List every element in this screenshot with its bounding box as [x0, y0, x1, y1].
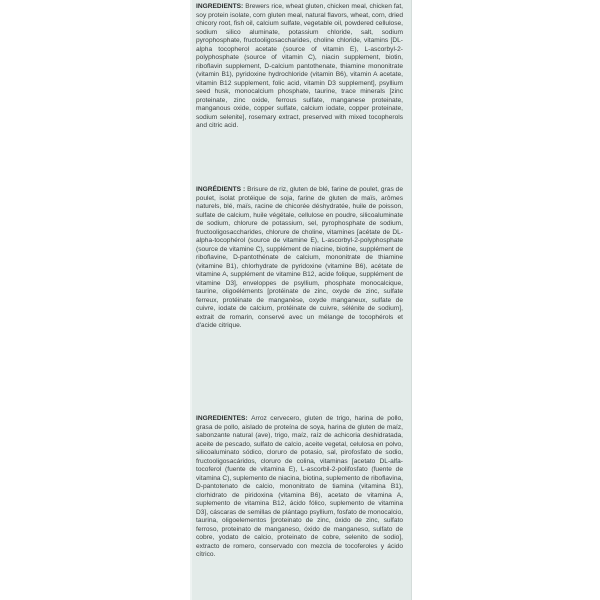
ingredients-french-text: Brisure de riz, gluten de blé, farine de poulet, gras de poulet, isolat protéique de soja, farine de gluten de maïs, arômes naturels, blé, maïs, racine de chicorée déshydratée, huile de poisson, sulfate de calcium, huile végétale, cellulose en poudre, silicoaluminate de sodium, chlorure de potassium, sel, pyrophosphate de sodium, fructooligosaccharides, chlorure de choline, vitamines [acétate de DL-alpha-tocophérol (source de vitamine E), L-ascorbyl-2-polyphosphate (source de vitamine C), supplément de niacine, biotine, supplément de riboflavine, D-pantothénate de calcium, mononitrate de thiamine (vitamine B1), chlorhydrate de pyridoxine (vitamine B6), acétate de vitamine A, supplément de vitamine B12, acide folique, supplément de vitamine D3], enveloppes de psyllium, phosphate monocalcique, taurine, oligoéléments [protéinate de zinc, oxyde de zinc, sulfate ferreux, protéinate de manganèse, oxyde manganeux, sulfate de cuivre, iodate de calcium, protéinate de cuivre, sélénite de sodium], extrait de romarin, conservé avec un mélange de tocophérols et d'acide citrique.: [196, 186, 403, 329]
ingredients-french: [196, 186, 403, 331]
ingredients-english-heading: INGREDIENTS:: [196, 3, 246, 10]
ingredients-spanish-heading: INGREDIENTES:: [196, 415, 252, 422]
ingredients-english: [196, 3, 403, 131]
ingredients-spanish: [196, 415, 403, 560]
ingredients-french-heading: INGRÉDIENTS :: [196, 186, 248, 193]
ingredients-english-text: Brewers rice, wheat gluten, chicken meal, chicken fat, soy protein isolate, corn gluten meal, natural flavors, wheat, corn, dried chicory root, fish oil, calcium sulfate, vegetable oil, powdered cellulose, sodium silico aluminate, potassium chloride, salt, sodium pyrophosphate, fructooligosaccharides, choline chloride, vitamins [DL-alpha tocopherol acetate (source of vitamin E), L-ascorbyl-2-polyphosphate (source of vitamin C), niacin supplement, biotin, riboflavin supplement, D-calcium pantothenate, thiamine mononitrate (vitamin B1), pyridoxine hydrochloride (vitamin B6), vitamin A acetate, vitamin B12 supplement, folic acid, vitamin D3 supplement], psyllium seed husk, monocalcium phosphate, taurine, trace minerals [zinc proteinate, zinc oxide, ferrous sulfate, manganese proteinate, manganous oxide, copper sulfate, calcium iodate, copper proteinate, sodium selenite], rosemary extract, preserved with mixed tocopherols and citric acid.: [196, 3, 404, 129]
ingredients-label-panel: [190, 0, 412, 600]
ingredients-spanish-text: Arroz cervecero, gluten de trigo, harina de pollo, grasa de pollo, aislado de proteína de soya, harina de gluten de maíz, sabonzante natural (ave), trigo, maíz, raíz de achicoria deshidratada, aceite de pescado, sulfato de calcio, aceite vegetal, celulosa en polvo, silicoaluminato sódico, cloruro de potasio, sal, pirofosfato de sodio, fructooligosacáridos, cloruro de colina, vitaminas [acetato DL-alfa-tocoferol (fuente de vitamina E), L-ascorbil-2-polifosfato (fuente de vitamina C), suplemento de niacina, biotina, suplemento de riboflavina, D-pantotenato de calcio, mononitrato de tiamina (vitamina B1), clorhidrato de piridoxina (vitamina B6), acetato de vitamina A, suplemento de vitamina B12, ácido fólico, suplemento de vitamina D3], cáscaras de semillas de plántago psyllium, fosfato de monocalcio, taurina, oligoelementos [proteinato de zinc, óxido de zinc, sulfato ferroso, proteinato de manganeso, óxido de manganeso, sulfato de cobre, yodato de calcio, proteinato de cobre, selenito de sodio], extracto de romero, conservado con mezcla de tocoferoles y ácido cítrico.: [196, 415, 403, 558]
